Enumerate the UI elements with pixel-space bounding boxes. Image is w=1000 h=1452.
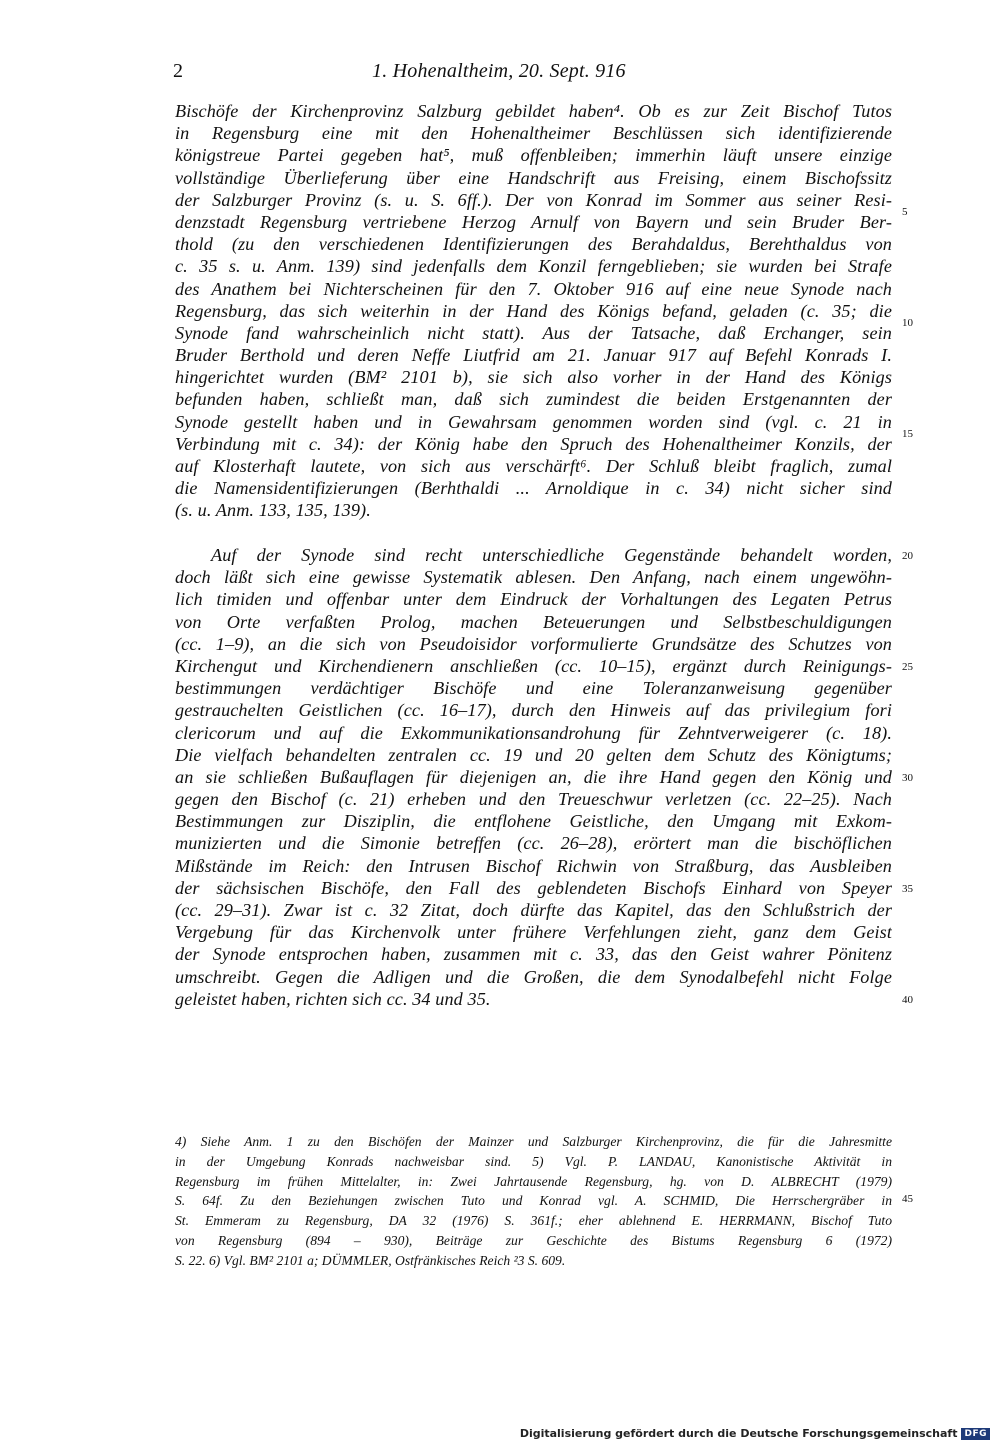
running-head: 1. Hohenaltheim, 20. Sept. 916 — [372, 60, 626, 82]
text-line: gegen den Bischof (c. 21) erheben und den Treueschwur verletzen (cc. 22–25). Nach — [175, 789, 892, 810]
line-number: 20 — [902, 550, 913, 562]
text-line: befunden haben, schließt man, daß sich zumindest die beiden Erstgenannten der — [175, 389, 892, 410]
text-line: Bruder Berthold und deren Neffe Liutfrid am 21. Januar 917 auf Befehl Konrads I. — [175, 345, 892, 366]
dfg-footer — [520, 1427, 990, 1440]
text-line: bestimmungen verdächtiger Bischöfe und eine Toleranzanweisung gegenüber — [175, 678, 892, 699]
text-line: (cc. 29–31). Zwar ist c. 32 Zitat, doch dürfte das Kapitel, das den Schlußstrich der — [175, 900, 892, 920]
text-line: hingerichtet wurden (BM² 2101 b), sie sich also vorher in der Hand des Königs — [175, 367, 892, 388]
line-number: 10 — [902, 317, 913, 329]
text-line: Regensburg im frühen Mittelalter, in: Zwei Jahrtausende Regensburg, hg. von D. ALBRECHT (1979) — [175, 1173, 892, 1189]
line-number: 40 — [902, 994, 913, 1006]
dfg-logo-icon: DFG — [961, 1428, 990, 1440]
line-number: 5 — [902, 206, 908, 218]
text-line: Synode gestellt haben und in Gewahrsam genommen worden sind (vgl. c. 21 in — [175, 411, 892, 432]
text-line: Regensburg, das sich weiterhin in der Hand des Königs befand, geladen (c. 35; die — [175, 300, 892, 321]
text-line: S. 22. 6) Vgl. BM² 2101 a; DÜMMLER, Ostfränkisches Reich ²3 S. 609. — [175, 1252, 566, 1268]
text-line: c. 35 s. u. Anm. 139) sind jedenfalls dem Konzil ferngeblieben; sie wurden bei Strafe — [175, 256, 892, 277]
text-line: der sächsischen Bischöfe, den Fall des geblendeten Bischofs Einhard von Speyer — [175, 877, 892, 898]
text-line: von Orte verfaßten Prolog, machen Beteuerungen und Selbstbeschuldigungen — [175, 611, 892, 632]
text-line: Auf der Synode sind recht unterschiedliche Gegenstände behandelt worden, — [211, 545, 892, 565]
text-line: des Anathem bei Nichterscheinen für den 7. Oktober 916 auf eine neue Synode nach — [175, 278, 892, 299]
text-line: an sie schließen Bußauflagen für diejenigen an, die ihre Hand gegen den König und — [175, 766, 892, 787]
text-line: clericorum und auf die Exkommunikationsandrohung für Zehntverweigerer (c. 18). — [175, 722, 892, 743]
text-line: Synode fand wahrscheinlich nicht statt). Aus der Tatsache, daß Erchanger, sein — [175, 322, 892, 343]
text-line: (cc. 1–9), an die sich von Pseudoisidor vorformulierte Grundsätze des Schutzes von — [175, 633, 892, 654]
line-number: 35 — [902, 883, 913, 895]
text-line: Die vielfach behandelten zentralen cc. 19 und 20 gelten dem Schutz des Königtums; — [175, 744, 892, 765]
text-line: munizierten und die Simonie betreffen (cc. 26–28), erörtert man die bischöflichen — [175, 833, 892, 854]
text-line: der Salzburger Provinz (s. u. S. 6ff.). Der von Konrad im Sommer aus seiner Resi- — [175, 189, 892, 210]
text-line: Vergebung für das Kirchenvolk unter frühere Verfehlungen zieht, ganz dem Geist — [175, 922, 892, 943]
text-line: der Synode entsprochen haben, zusammen mit c. 33, das den Geist wahrer Pönitenz — [175, 944, 892, 965]
text-line: königstreue Partei gegeben hat⁵, muß offenbleiben; immerhin läuft unsere einzige — [175, 145, 892, 166]
text-line: St. Emmeram zu Regensburg, DA 32 (1976) S. 361f.; eher ablehnend E. HERRMANN, Bischof Tuto — [175, 1213, 892, 1229]
text-line: in Regensburg eine mit den Hohenaltheimer Beschlüssen sich identifizierende — [175, 123, 892, 144]
text-line: vollständige Überlieferung über eine Handschrift aus Freising, einem Bischofssitz — [175, 167, 892, 188]
footer-text: Digitalisierung gefördert durch die Deutsche Forschungsgemeinschaft — [519, 1427, 958, 1440]
paragraph-2 — [175, 544, 892, 1010]
text-line: Bischöfe der Kirchenprovinz Salzburg gebildet haben⁴. Ob es zur Zeit Bischof Tutos — [175, 101, 892, 121]
line-number: 30 — [902, 772, 913, 784]
text-line: thold (zu den verschiedenen Identifizierungen des Berahdaldus, Berehthaldus von — [175, 234, 892, 255]
text-line: gestrauchelten Geistlichen (cc. 16–17), durch den Hinweis auf das privilegium fori — [175, 700, 892, 721]
footnotes — [175, 1132, 892, 1271]
page-number: 2 — [173, 60, 183, 82]
text-line: Bestimmungen zur Disziplin, die entflohene Geistliche, den Umgang mit Exkom- — [175, 811, 892, 832]
line-number: 45 — [902, 1193, 913, 1205]
text-line: von Regensburg (894 – 930), Beiträge zur Geschichte des Bistums Regensburg 6 (1972) — [175, 1232, 892, 1248]
text-line: umschreibt. Gegen die Adligen und die Großen, die dem Synodalbefehl nicht Folge — [175, 966, 892, 987]
text-line: Mißstände im Reich: den Intrusen Bischof Richwin von Straßburg, das Ausbleiben — [175, 855, 892, 876]
text-line: Kirchengut und Kirchendienern anschließen (cc. 10–15), ergänzt durch Reinigungs- — [175, 655, 892, 676]
text-line: doch läßt sich eine gewisse Systematik ablesen. Den Anfang, nach einem ungewöhn- — [175, 567, 892, 588]
text-line: lich timiden und offenbar unter dem Eindruck der Vorhaltungen des Legaten Petrus — [175, 589, 892, 610]
text-line: Verbindung mit c. 34): der König habe den Spruch des Hohenaltheimer Konzils, der — [175, 433, 892, 454]
line-number: 25 — [902, 661, 913, 673]
text-line: in der Umgebung Konrads nachweisbar sind. 5) Vgl. P. LANDAU, Kanonistische Aktivität in — [175, 1153, 892, 1169]
text-line: (s. u. Anm. 133, 135, 139). — [175, 500, 371, 521]
text-line: S. 64f. Zu den Beziehungen zwischen Tuto und Konrad vgl. A. SCHMID, Die Herrschergräber in — [175, 1193, 892, 1209]
text-line: die Namensidentifizierungen (Berhthaldi ... Arnoldique in c. 34) nicht sicher sind — [175, 478, 892, 499]
paragraph-1 — [175, 100, 892, 522]
text-line: denzstadt Regensburg vertriebene Herzog Arnulf von Bayern und sein Bruder Ber- — [175, 211, 892, 232]
text-line: geleistet haben, richten sich cc. 34 und 35. — [175, 988, 491, 1009]
line-number: 15 — [902, 428, 913, 440]
text-line: 4) Siehe Anm. 1 zu den Bischöfen der Mainzer und Salzburger Kirchenprovinz, die für die Jahresmitte — [175, 1134, 892, 1149]
text-line: auf Klosterhaft lautete, von sich aus verschärft⁶. Der Schluß bleibt fraglich, zumal — [175, 456, 892, 476]
